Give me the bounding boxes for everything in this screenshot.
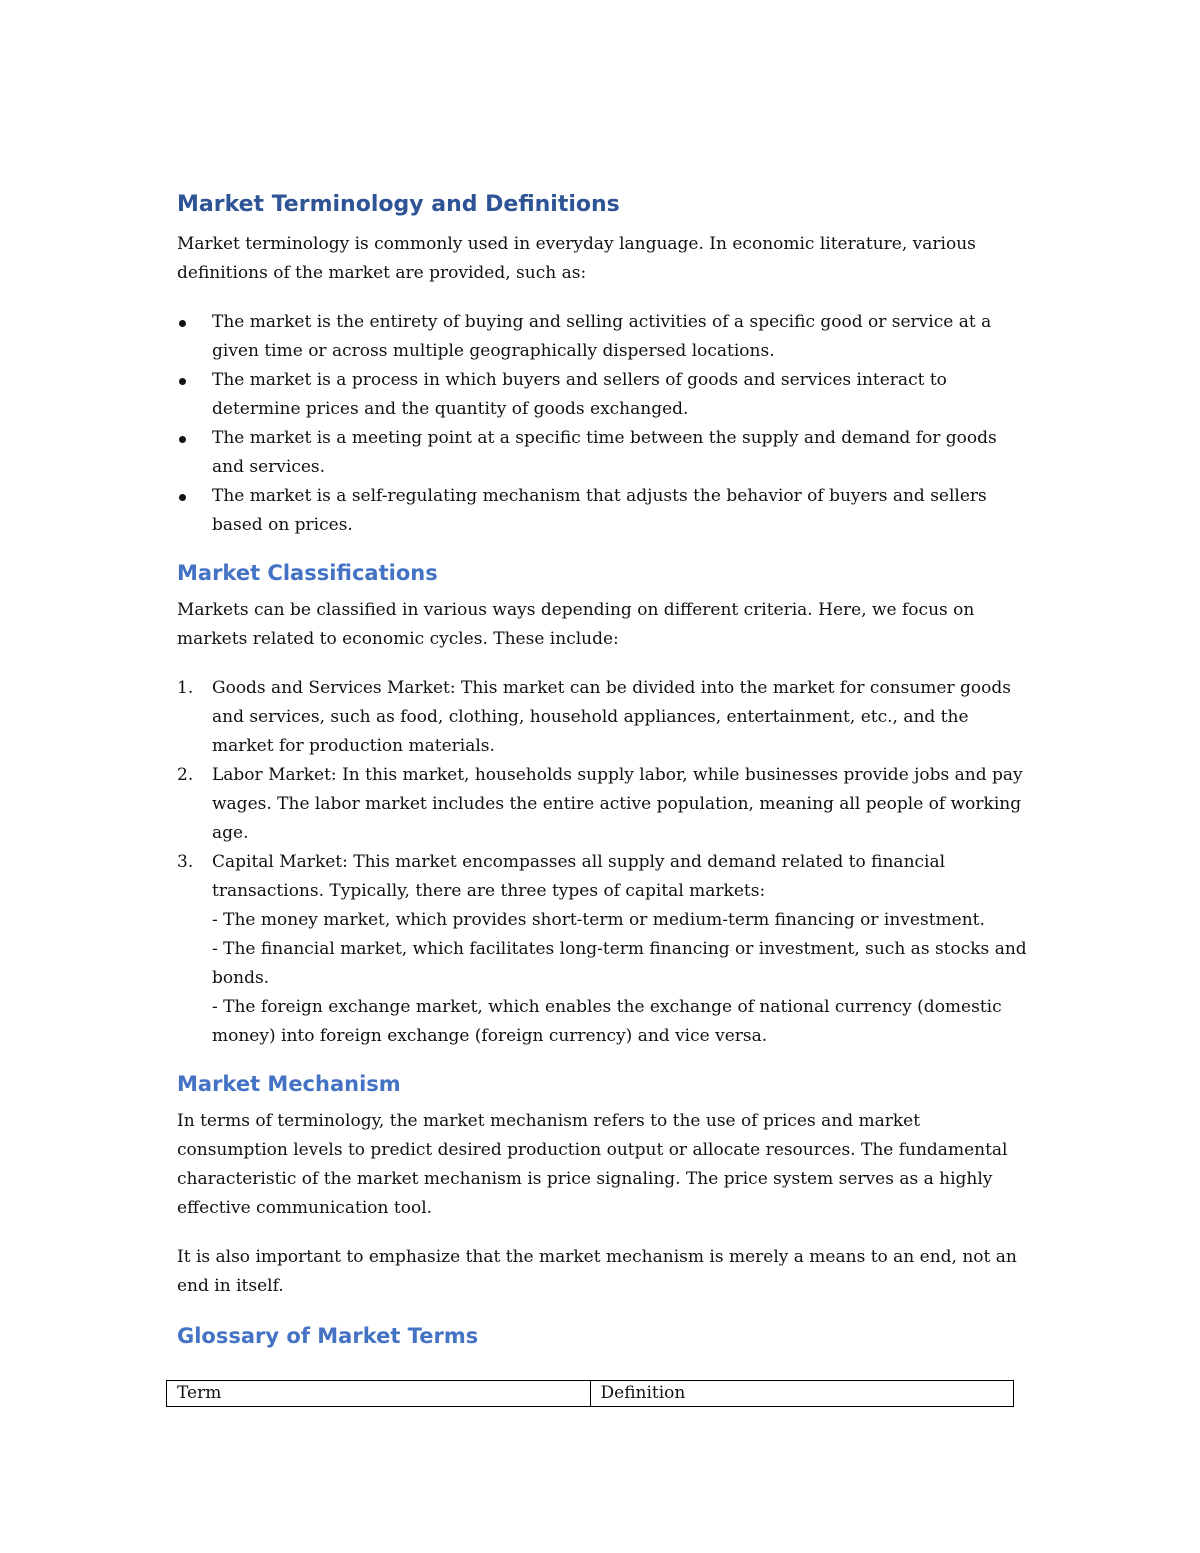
- list-item: The market is a self-regulating mechanism that adjusts the behavior of buyers and sellers based on prices.: [177, 482, 1027, 540]
- list-number: 3.: [177, 852, 194, 872]
- mechanism-paragraph: In terms of terminology, the market mechanism refers to the use of prices and market consumption levels to predict desired production output or allocate resources. The fundamental characteristic of the market mechanism is price signaling. The price system serves as a highly effective communication tool.: [177, 1111, 1008, 1218]
- bullet-icon: [179, 494, 186, 501]
- sub-item: - The foreign exchange market, which enables the exchange of national currency (domestic money) into foreign exchange (foreign currency) and vice versa.: [212, 997, 1002, 1046]
- mechanism-paragraph: It is also important to emphasize that the market mechanism is merely a means to an end, not an end in itself.: [177, 1247, 1017, 1296]
- section-heading-mechanism: Market Mechanism: [177, 1072, 401, 1096]
- sub-item: - The financial market, which facilitates long-term financing or investment, such as stocks and bonds.: [212, 939, 1027, 988]
- definitions-list: [177, 308, 1027, 540]
- section-heading-terminology: Market Terminology and Definitions: [177, 192, 620, 217]
- classifications-intro: Markets can be classified in various ways depending on different criteria. Here, we focus on markets related to economic cycles. These include:: [177, 600, 975, 649]
- list-number: 1.: [177, 678, 194, 698]
- table-header-definition: Definition: [590, 1381, 1014, 1407]
- table-header-term: Term: [167, 1381, 591, 1407]
- list-item: 1. Goods and Services Market: This market can be divided into the market for consumer goods and services, such as food, clothing, household appliances, entertainment, etc., and the market for production materials.: [177, 674, 1027, 761]
- sub-item: - The money market, which provides short-term or medium-term financing or investment.: [212, 910, 985, 930]
- list-item: 3. Capital Market: This market encompasses all supply and demand related to financial transactions. Typically, there are three types of capital markets: - The money market, which provides short-term or medium-term financing or investment. - The financial market, which facilitates long-term financing or investment, such as stocks and bonds. - The foreign exchange market, which enables the exchange of national currency (domestic money) into foreign exchange (foreign currency) and vice versa.: [177, 848, 1027, 1051]
- bullet-icon: [179, 320, 186, 327]
- document-page: [177, 190, 1027, 1359]
- bullet-icon: [179, 436, 186, 443]
- bullet-icon: [179, 378, 186, 385]
- classifications-list: [177, 674, 1027, 1051]
- terminology-intro: Market terminology is commonly used in everyday language. In economic literature, various definitions of the market are provided, such as:: [177, 234, 976, 283]
- section-heading-classifications: Market Classifications: [177, 561, 438, 585]
- list-item: The market is the entirety of buying and selling activities of a specific good or service at a given time or across multiple geographically dispersed locations.: [177, 308, 1027, 366]
- list-item: 2. Labor Market: In this market, households supply labor, while businesses provide jobs and pay wages. The labor market includes the entire active population, meaning all people of working age.: [177, 761, 1027, 848]
- list-item: The market is a meeting point at a specific time between the supply and demand for goods and services.: [177, 424, 1027, 482]
- glossary-table: [166, 1380, 1014, 1407]
- list-item: The market is a process in which buyers and sellers of goods and services interact to determine prices and the quantity of goods exchanged.: [177, 366, 1027, 424]
- list-number: 2.: [177, 765, 194, 785]
- table-header-row: [167, 1381, 1014, 1407]
- section-heading-glossary: Glossary of Market Terms: [177, 1324, 479, 1348]
